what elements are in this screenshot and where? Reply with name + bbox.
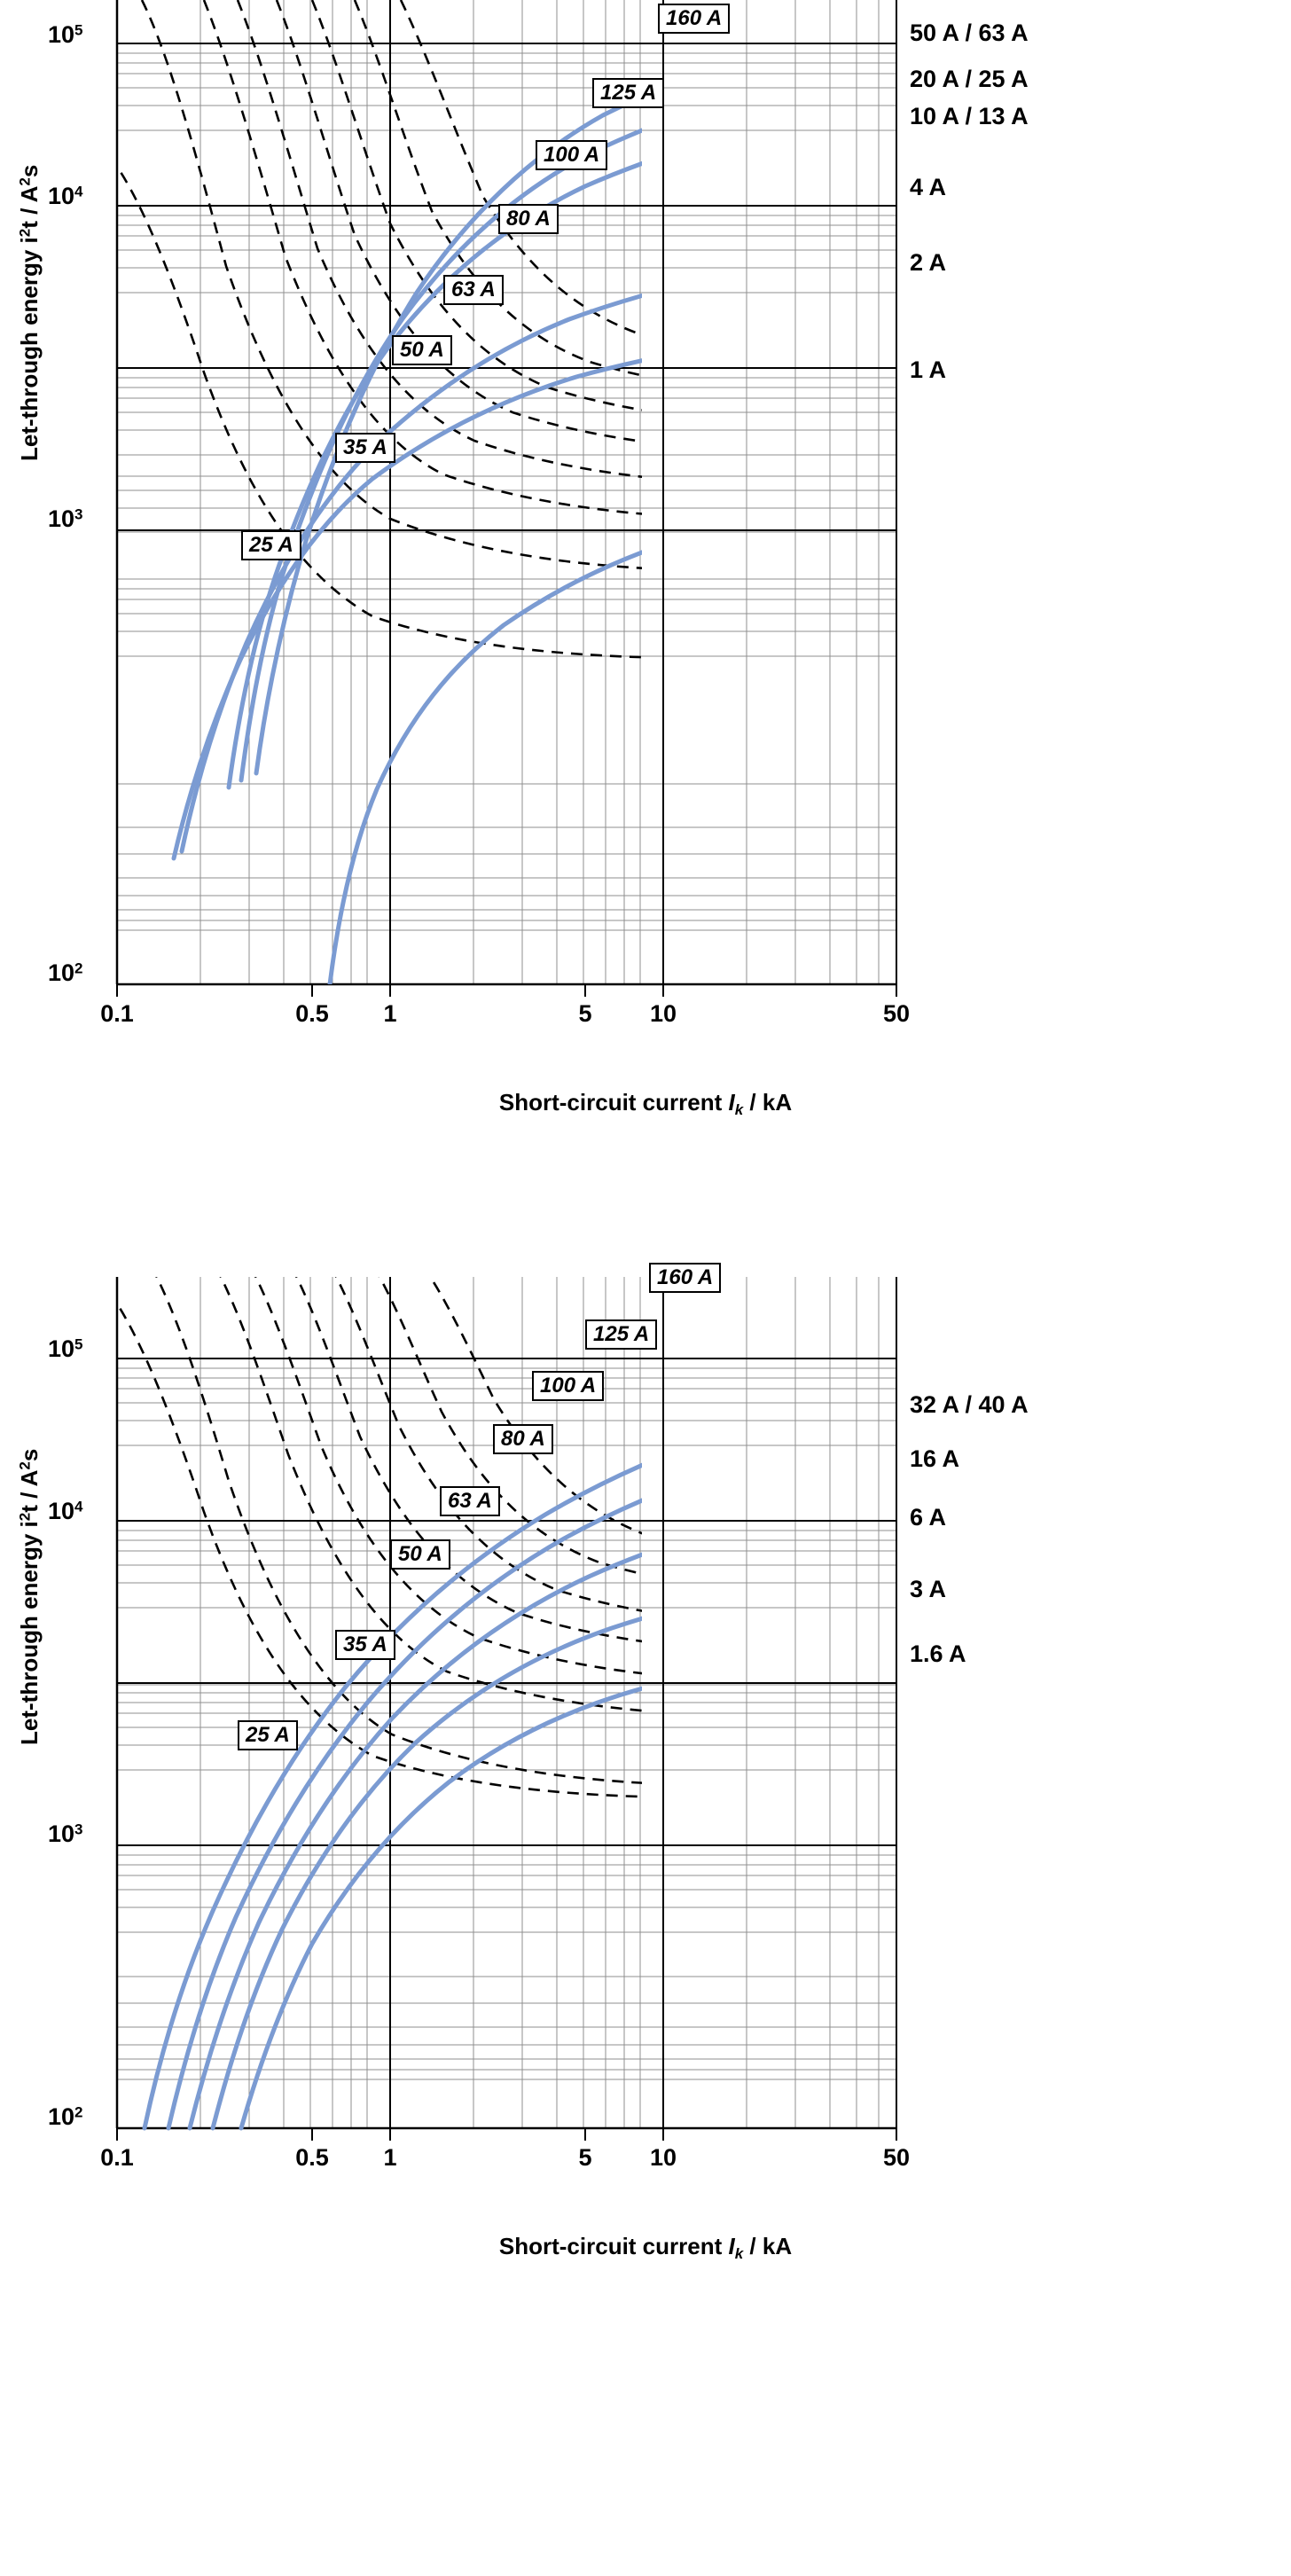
x-tick-label-1-2: 0.5: [295, 2144, 329, 2171]
letthrough-energy-chart-2: [0, 1265, 1291, 2576]
y-tick-base-1-1: 10: [48, 505, 75, 532]
y-tick-base-2-1: 10: [48, 183, 75, 209]
x-axis-title-symbol-1: I: [728, 1089, 735, 1116]
y-tick-label-3-2: [48, 1335, 83, 1363]
plot-area-2: [0, 1265, 1291, 2576]
fuse-label-35a-2: 35 A: [335, 1630, 395, 1660]
x-ticks-1: [117, 984, 896, 997]
y-tick-base-0-1: 10: [48, 959, 75, 986]
y-axis-title-sup2-1: 2: [16, 177, 34, 186]
x-tick-label-1-1: 0.5: [295, 1000, 329, 1027]
fuse-label-80a-2: 80 A: [493, 1424, 553, 1454]
y-tick-label-1-2: [48, 1820, 83, 1848]
y-axis-title-sup-1: 2: [16, 228, 34, 238]
curve-label-2-1: 10 A / 13 A: [910, 103, 1029, 129]
chart-2-svg: [0, 1277, 1291, 2576]
fuse-label-125a-2: 125 A: [585, 1319, 657, 1350]
curve-label-4-1: 2 A: [910, 249, 947, 276]
curve-label-4-2: 1.6 A: [910, 1640, 966, 1667]
x-tick-label-0-2: 0.1: [100, 2144, 134, 2171]
x-axis-title-post-1: / kA: [743, 1089, 793, 1116]
curve-label-1-2: 16 A: [910, 1445, 960, 1472]
x-tick-label-0-1: 0.1: [100, 1000, 134, 1027]
y-axis-title-pre-1: Let-through energy i: [16, 237, 43, 461]
fuse-label-100a-2: 100 A: [532, 1371, 604, 1401]
fuse-label-50a-1: 50 A: [392, 335, 452, 365]
x-tick-label-2-1: 1: [383, 1000, 397, 1027]
x-axis-title-subscript-2: k: [734, 2244, 744, 2262]
y-tick-label-1-1: [48, 505, 83, 533]
x-ticks-2: [117, 2128, 896, 2141]
y-axis-title-mid-1: t / A: [16, 185, 43, 229]
y-axis-title-sup-2: 2: [16, 1512, 34, 1522]
fuse-label-25a-1: 25 A: [241, 530, 301, 560]
x-tick-label-3-2: 5: [578, 2144, 592, 2171]
fuse-label-80a-1: 80 A: [498, 204, 559, 234]
fuse-curves-2: [98, 1277, 896, 1798]
curve-label-3-1: 4 A: [910, 174, 947, 200]
y-tick-exp-3-1: 5: [74, 21, 83, 39]
chart-1-svg: [0, 0, 1291, 1277]
curve-label-2-2: 6 A: [910, 1504, 947, 1531]
fuse-label-160a-2: 160 A: [649, 1263, 721, 1293]
fuse-label-63a-2: 63 A: [440, 1486, 500, 1516]
y-axis-title-sup2-2: 2: [16, 1461, 34, 1470]
x-axis-title-post-2: / kA: [743, 2233, 793, 2259]
y-tick-base-3-2: 10: [48, 1335, 75, 1362]
y-tick-exp-2-2: 4: [74, 1498, 83, 1515]
grid-minor-2: [117, 1277, 896, 2128]
x-tick-label-5-2: 50: [882, 2144, 911, 2171]
fuse-curves-1: [98, 0, 896, 659]
y-tick-exp-1-2: 3: [74, 1820, 83, 1838]
y-tick-label-2-1: [48, 183, 83, 210]
x-axis-title-subscript-1: k: [734, 1100, 744, 1118]
fuse-label-50a-2: 50 A: [390, 1539, 450, 1570]
y-tick-label-0-2: [48, 2103, 83, 2131]
fuse-label-35a-1: 35 A: [335, 433, 395, 463]
curve-label-3-2: 3 A: [910, 1576, 947, 1602]
fuse-label-100a-1: 100 A: [536, 140, 607, 170]
x-tick-label-3-1: 5: [578, 1000, 592, 1027]
x-tick-label-4-1: 10: [649, 1000, 677, 1027]
curve-label-0-2: 32 A / 40 A: [910, 1391, 1029, 1418]
fuse-label-160a-1: 160 A: [658, 4, 730, 34]
y-tick-exp-3-2: 5: [74, 1335, 83, 1353]
y-axis-title-pre-2: Let-through energy i: [16, 1521, 43, 1745]
y-tick-exp-0-1: 2: [74, 959, 83, 977]
y-axis-title-post-1: s: [16, 164, 43, 178]
y-tick-label-2-2: [48, 1498, 83, 1525]
x-tick-label-4-2: 10: [649, 2144, 677, 2171]
curve-label-0-1: 50 A / 63 A: [910, 20, 1029, 46]
y-tick-base-0-2: 10: [48, 2103, 75, 2130]
y-tick-label-0-1: [48, 959, 83, 987]
y-tick-exp-1-1: 3: [74, 505, 83, 523]
y-tick-base-3-1: 10: [48, 21, 75, 48]
letthrough-energy-chart-1: [0, 0, 1291, 1277]
y-axis-title-post-2: s: [16, 1448, 43, 1462]
x-tick-label-5-1: 50: [882, 1000, 911, 1027]
y-tick-base-1-2: 10: [48, 1820, 75, 1847]
y-tick-exp-0-2: 2: [74, 2103, 83, 2121]
x-axis-title-pre-2: Short-circuit current: [498, 2233, 729, 2259]
fuse-label-63a-1: 63 A: [443, 275, 504, 305]
mcb-curves-2: [145, 1417, 851, 2128]
x-tick-label-2-2: 1: [383, 2144, 397, 2171]
x-axis-title-symbol-2: I: [728, 2233, 735, 2259]
x-axis-title-pre-1: Short-circuit current: [498, 1089, 729, 1116]
curve-label-5-1: 1 A: [910, 356, 947, 383]
y-axis-title-mid-2: t / A: [16, 1469, 43, 1513]
curve-label-1-1: 20 A / 25 A: [910, 66, 1029, 92]
plot-area-1: [0, 0, 1291, 1277]
y-tick-exp-2-1: 4: [74, 183, 83, 200]
y-tick-base-2-2: 10: [48, 1498, 75, 1524]
fuse-label-125a-1: 125 A: [592, 78, 664, 108]
y-tick-label-3-1: [48, 21, 83, 49]
fuse-label-25a-2: 25 A: [238, 1720, 298, 1750]
